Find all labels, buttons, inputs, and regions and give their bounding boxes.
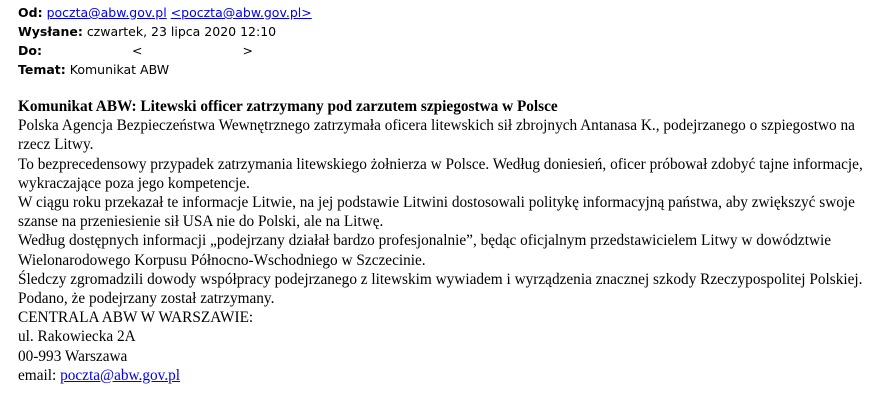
from-email-link[interactable]: poczta@abw.gov.pl <box>46 5 167 20</box>
sent-label: Wysłane: <box>18 24 83 39</box>
to-label: Do: <box>18 43 42 58</box>
sent-row <box>18 22 312 41</box>
signature-email-label: email: <box>18 366 57 384</box>
to-open-bracket: < <box>131 43 143 58</box>
subject-row <box>18 60 312 79</box>
email-body <box>18 97 878 385</box>
paragraph-5: Śledczy zgromadzili dowody współpracy podejrzanego z litewskim wywiadem i wyrządzenia znacznej szkody Rzeczypospolitej Polskiej. Podano, że podejrzany został zatrzymany. <box>18 270 863 308</box>
subject-value: Komunikat ABW <box>69 62 170 77</box>
paragraph-3: W ciągu roku przekazał te informacje Litwie, na jej podstawie Litwini dostosowali politykę informacyjną państwa, aby zwiększyć swoje szanse na przeniesienie sił USA nie do Polski, ale na Litwę. <box>18 194 855 231</box>
paragraph-2: To bezprecedensowy przypadek zatrzymania litewskiego żołnierza w Polsce. Według doniesień, oficer próbował zdobyć tajne informacje, wykraczające poza jego kompetencje. <box>18 155 863 192</box>
signature-org: CENTRALA ABW W WARSZAWIE: <box>18 309 254 327</box>
from-email-angle-link[interactable]: <poczta@abw.gov.pl> <box>170 5 312 20</box>
subject-label: Temat: <box>18 62 66 77</box>
signature-city: 00-993 Warszawa <box>18 347 128 365</box>
to-close-bracket: > <box>242 43 253 58</box>
email-header <box>18 3 312 79</box>
signature-street: ul. Rakowiecka 2A <box>18 328 136 346</box>
signature-email-row <box>18 366 878 385</box>
to-row <box>18 41 312 60</box>
signature-email-link[interactable]: poczta@abw.gov.pl <box>60 366 181 384</box>
message-title: Komunikat ABW: Litewski officer zatrzymany pod zarzutem szpiegostwa w Polsce <box>18 98 558 115</box>
paragraph-1: Polska Agencja Bezpieczeństwa Wewnętrznego zatrzymała oficera litewskich sił zbrojnych Antanasa K., podejrzanego o szpiegostwo na rzecz Litwy. <box>18 117 855 154</box>
from-label: Od: <box>18 5 43 20</box>
from-row <box>18 3 312 22</box>
paragraph-4: Według dostępnych informacji „podejrzany działał bardzo profesjonalnie”, będąc oficjalnym przedstawicielem Litwy w dowództwie Wielonarodowego Korpusu Północno-Wschodniego w Szczecinie. <box>18 232 832 269</box>
sent-value: czwartek, 23 lipca 2020 12:10 <box>86 24 277 39</box>
